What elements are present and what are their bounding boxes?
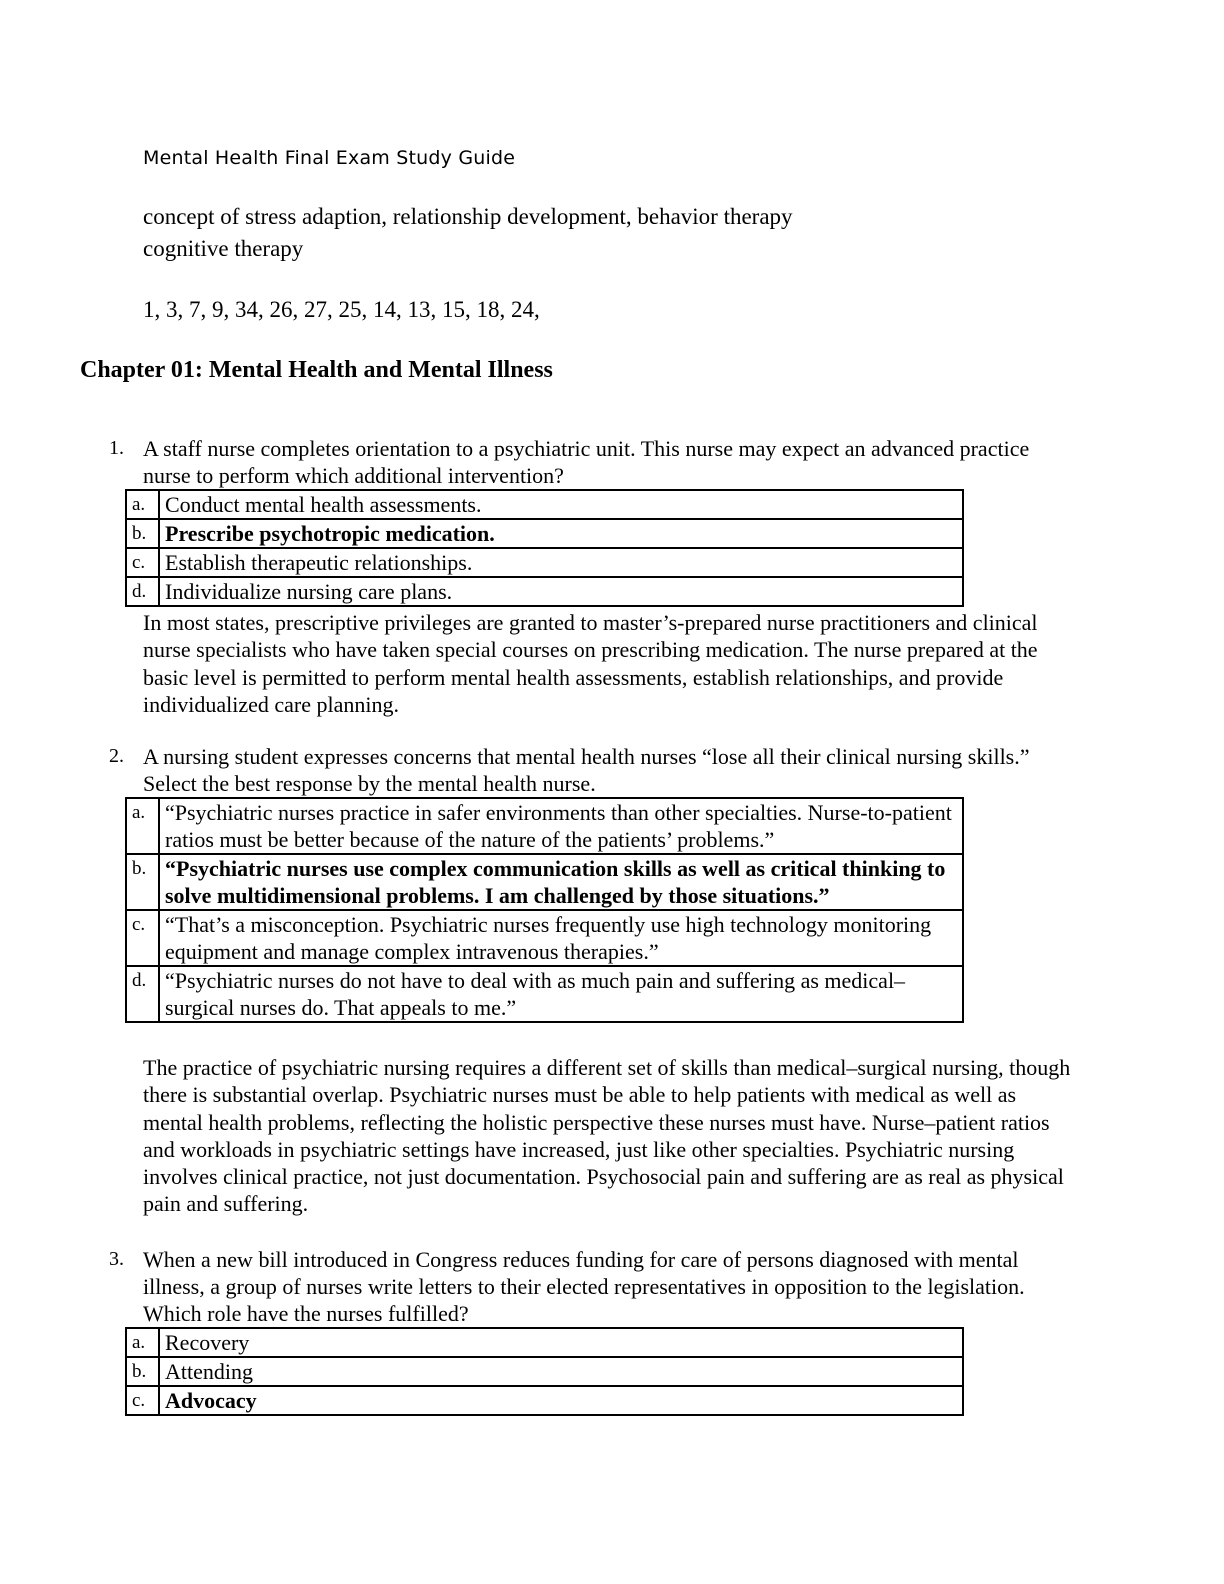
choice-text: Conduct mental health assessments.: [159, 490, 963, 519]
choice-text: Recovery: [159, 1328, 963, 1357]
choice-letter: c.: [126, 910, 159, 966]
answer-choices: [125, 1327, 964, 1416]
choice-row[interactable]: [126, 548, 963, 577]
choice-text: Individualize nursing care plans.: [159, 577, 963, 606]
choice-row[interactable]: [126, 1357, 963, 1386]
choice-text: Prescribe psychotropic medication.: [159, 519, 963, 548]
question-number: 1.: [109, 437, 124, 459]
choice-text: “Psychiatric nurses do not have to deal with as much pain and suffering as medical–surgical nurses do. That appeals to me.”: [159, 966, 963, 1022]
choice-row-correct[interactable]: [126, 1386, 963, 1415]
choice-letter: b.: [126, 1357, 159, 1386]
question-stem: A staff nurse completes orientation to a psychiatric unit. This nurse may expect an advanced practice nurse to perform which additional intervention?: [143, 436, 1030, 488]
choice-text: “Psychiatric nurses practice in safer environments than other specialties. Nurse-to-patient ratios must be better because of the nature of the patients’ problems.”: [159, 798, 963, 854]
question-number: 3.: [109, 1248, 124, 1270]
chapter-heading: Chapter 01: Mental Health and Mental Illness: [80, 357, 553, 383]
answer-choices: [125, 489, 964, 607]
choice-text: Attending: [159, 1357, 963, 1386]
choice-row[interactable]: [126, 490, 963, 519]
choice-letter: a.: [126, 798, 159, 854]
question-number: 2.: [109, 745, 124, 767]
choice-letter: b.: [126, 854, 159, 910]
study-topics-line: cognitive therapy: [143, 236, 304, 261]
choice-row[interactable]: [126, 910, 963, 966]
choice-letter: d.: [126, 966, 159, 1022]
document-title: Mental Health Final Exam Study Guide: [143, 147, 516, 169]
choice-text: “That’s a misconception. Psychiatric nurses frequently use high technology monitoring equipment and manage complex intravenous therapies.”: [159, 910, 963, 966]
question-stem: A nursing student expresses concerns that mental health nurses “lose all their clinical nursing skills.” Select the best response by the mental health nurse.: [143, 744, 1030, 796]
choice-letter: c.: [126, 1386, 159, 1415]
study-topics: [143, 201, 1043, 265]
choice-letter: d.: [126, 577, 159, 606]
choice-letter: a.: [126, 1328, 159, 1357]
choice-row[interactable]: [126, 1328, 963, 1357]
choice-text: Establish therapeutic relationships.: [159, 548, 963, 577]
choice-letter: b.: [126, 519, 159, 548]
answer-choices: [125, 797, 964, 1023]
choice-text: “Psychiatric nurses use complex communication skills as well as critical thinking to solve multidimensional problems. I am challenged by those situations.”: [159, 854, 963, 910]
choice-row-correct[interactable]: [126, 854, 963, 910]
rationale-text: In most states, prescriptive privileges are granted to master’s-prepared nurse practitioners and clinical nurse specialists who have taken special courses on prescribing medication. The nurse prepared at the basic level is permitted to perform mental health assessments, establish relationships, and provide individualized care planning.: [143, 610, 1038, 717]
choice-row[interactable]: [126, 966, 963, 1022]
study-topics-line: concept of stress adaption, relationship development, behavior therapy: [143, 204, 793, 229]
choice-row-correct[interactable]: [126, 519, 963, 548]
rationale-text: The practice of psychiatric nursing requires a different set of skills than medical–surgical nursing, though there is substantial overlap. Psychiatric nurses must be able to help patients with medical as well as mental health problems, reflecting the holistic perspective these nurses must have. Nurse–patient ratios and workloads in psychiatric settings have increased, just like other specialties. Psychiatric nursing involves clinical practice, not just documentation. Psychosocial pain and suffering are as real as physical pain and suffering.: [143, 1055, 1071, 1217]
review-question-numbers: 1, 3, 7, 9, 34, 26, 27, 25, 14, 13, 15, 18, 24,: [143, 297, 540, 322]
choice-text: Advocacy: [159, 1386, 963, 1415]
choice-row[interactable]: [126, 577, 963, 606]
question-stem: When a new bill introduced in Congress reduces funding for care of persons diagnosed with mental illness, a group of nurses write letters to their elected representatives in opposition to the legislation. Which role have the nurses fulfilled?: [143, 1247, 1025, 1326]
choice-row[interactable]: [126, 798, 963, 854]
choice-letter: c.: [126, 548, 159, 577]
choice-letter: a.: [126, 490, 159, 519]
